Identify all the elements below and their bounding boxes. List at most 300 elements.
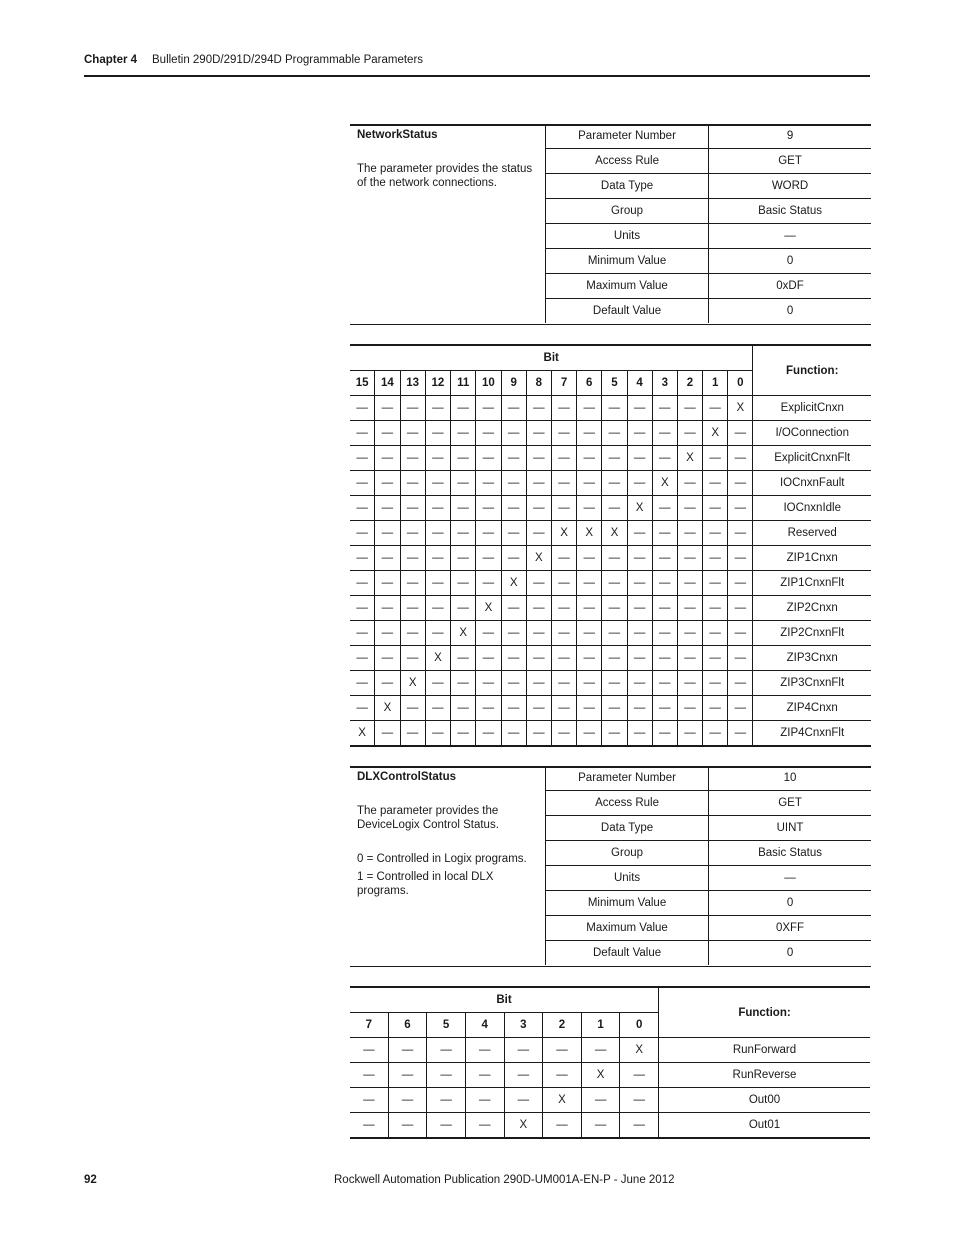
bit-cell: — xyxy=(476,721,501,747)
bit-cell: — xyxy=(677,521,702,546)
property-value: 0 xyxy=(709,941,871,966)
property-value: 0 xyxy=(709,249,871,274)
bit-number-header: 11 xyxy=(451,371,476,396)
bit-cell: — xyxy=(728,546,753,571)
bit-cell: — xyxy=(526,671,551,696)
property-value: 9 xyxy=(709,124,871,149)
bit-cell: — xyxy=(476,546,501,571)
description-text xyxy=(357,162,542,190)
bit-cell: — xyxy=(577,596,602,621)
property-row xyxy=(546,174,872,199)
bit-cell: — xyxy=(602,671,627,696)
bit-number-header: 3 xyxy=(652,371,677,396)
bit-cell: X xyxy=(627,496,652,521)
bit-cell: — xyxy=(652,646,677,671)
bit-cell: — xyxy=(425,471,450,496)
bit-cell: — xyxy=(451,546,476,571)
bit-cell: — xyxy=(476,521,501,546)
bit-cell: — xyxy=(577,671,602,696)
bit-cell: — xyxy=(451,696,476,721)
networkstatus-bit-table xyxy=(350,344,871,747)
dlxcontrolstatus-parameter xyxy=(350,766,871,967)
bit-header-row xyxy=(350,345,871,371)
bit-cell: — xyxy=(427,1113,466,1139)
bit-cell: — xyxy=(627,571,652,596)
bit-cell: X xyxy=(581,1063,620,1088)
bit-cell: — xyxy=(501,721,526,747)
bit-cell: — xyxy=(400,571,425,596)
property-value: GET xyxy=(709,791,871,816)
property-label: Data Type xyxy=(546,174,709,199)
page-number: 92 xyxy=(84,1174,97,1186)
property-row xyxy=(546,149,872,174)
bit-cell: — xyxy=(581,1088,620,1113)
bit-cell: — xyxy=(577,621,602,646)
bit-cell: — xyxy=(526,396,551,421)
property-row xyxy=(546,199,872,224)
bit-cell: — xyxy=(451,646,476,671)
bit-cell: — xyxy=(543,1063,582,1088)
bit-cell: — xyxy=(451,396,476,421)
bit-cell: — xyxy=(703,396,728,421)
bit-cell: — xyxy=(728,446,753,471)
function-name: IOCnxnIdle xyxy=(753,496,871,521)
function-name: RunForward xyxy=(659,1038,871,1063)
bit-cell: — xyxy=(427,1038,466,1063)
bit-cell: — xyxy=(620,1088,659,1113)
bit-cell: — xyxy=(577,396,602,421)
property-value: 0 xyxy=(709,299,871,324)
bit-cell: — xyxy=(526,596,551,621)
bit-cell: X xyxy=(703,421,728,446)
bit-cell: — xyxy=(350,521,375,546)
bit-cell: — xyxy=(703,621,728,646)
bit-number-header: 0 xyxy=(728,371,753,396)
property-value: Basic Status xyxy=(709,199,871,224)
function-name: RunReverse xyxy=(659,1063,871,1088)
bit-cell: — xyxy=(400,521,425,546)
page-header xyxy=(84,52,870,78)
bit-cell: — xyxy=(526,696,551,721)
description-text xyxy=(357,804,542,898)
bit-number-header: 4 xyxy=(465,1013,504,1038)
property-table xyxy=(545,766,871,965)
property-row xyxy=(546,299,872,324)
bit-row xyxy=(350,621,871,646)
bit-cell: X xyxy=(425,646,450,671)
bit-cell: — xyxy=(476,646,501,671)
bit-cell: — xyxy=(677,571,702,596)
bit-cell: X xyxy=(602,521,627,546)
property-label: Default Value xyxy=(546,941,709,966)
bit-row xyxy=(350,571,871,596)
bit-cell: — xyxy=(627,721,652,747)
bit-cell: — xyxy=(476,471,501,496)
bit-cell: — xyxy=(425,721,450,747)
bit-cell: — xyxy=(703,646,728,671)
bit-cell: — xyxy=(652,596,677,621)
bit-cell: — xyxy=(677,646,702,671)
function-name: ExplicitCnxn xyxy=(753,396,871,421)
networkstatus-parameter xyxy=(350,124,871,325)
bit-cell: — xyxy=(652,396,677,421)
bit-cell: — xyxy=(627,421,652,446)
bit-number-header: 10 xyxy=(476,371,501,396)
bit-cell: — xyxy=(476,446,501,471)
bit-number-header: 8 xyxy=(526,371,551,396)
bit-cell: — xyxy=(400,496,425,521)
bit-cell: X xyxy=(652,471,677,496)
bit-cell: — xyxy=(627,646,652,671)
property-value: — xyxy=(709,224,871,249)
bit-cell: — xyxy=(375,621,400,646)
block-bottom-rule xyxy=(350,966,871,967)
bit-row xyxy=(350,421,871,446)
bit-cell: — xyxy=(551,546,576,571)
bit-cell: — xyxy=(400,696,425,721)
property-label: Parameter Number xyxy=(546,766,709,791)
bit-cell: — xyxy=(652,721,677,747)
bit-cell: — xyxy=(551,496,576,521)
bit-number-header: 14 xyxy=(375,371,400,396)
bit-cell: — xyxy=(577,696,602,721)
bit-cell: — xyxy=(627,696,652,721)
bit-cell: — xyxy=(620,1113,659,1139)
bit-cell: — xyxy=(602,571,627,596)
function-name: Reserved xyxy=(753,521,871,546)
bit-cell: — xyxy=(677,696,702,721)
bit-cell: X xyxy=(728,396,753,421)
bit-cell: X xyxy=(543,1088,582,1113)
bit-cell: — xyxy=(425,696,450,721)
bit-cell: — xyxy=(465,1038,504,1063)
function-header: Function: xyxy=(753,345,871,396)
bit-cell: — xyxy=(400,421,425,446)
property-label: Access Rule xyxy=(546,791,709,816)
bit-cell: — xyxy=(425,596,450,621)
bit-cell: — xyxy=(551,721,576,747)
property-table xyxy=(545,124,871,323)
bit-cell: — xyxy=(388,1088,427,1113)
bit-cell: — xyxy=(652,671,677,696)
bit-cell: — xyxy=(375,521,400,546)
bit-cell: — xyxy=(652,421,677,446)
function-name: ZIP3Cnxn xyxy=(753,646,871,671)
property-label: Minimum Value xyxy=(546,891,709,916)
parameter-description xyxy=(357,128,542,194)
property-row xyxy=(546,791,872,816)
bit-cell: X xyxy=(501,571,526,596)
bit-cell: — xyxy=(425,621,450,646)
function-name: ZIP2Cnxn xyxy=(753,596,871,621)
bit-number-header: 0 xyxy=(620,1013,659,1038)
bit-cell: — xyxy=(526,571,551,596)
bit-row xyxy=(350,446,871,471)
bit-cell: — xyxy=(451,596,476,621)
bit-cell: — xyxy=(703,546,728,571)
bit-cell: — xyxy=(577,721,602,747)
property-label: Data Type xyxy=(546,816,709,841)
bit-cell: — xyxy=(425,396,450,421)
bit-cell: — xyxy=(501,496,526,521)
bit-cell: — xyxy=(350,421,375,446)
bit-table-body xyxy=(350,396,871,747)
header-rule xyxy=(84,75,870,77)
bit-cell: — xyxy=(703,696,728,721)
bit-cell: — xyxy=(551,646,576,671)
bit-cell: — xyxy=(501,446,526,471)
bit-cell: — xyxy=(602,496,627,521)
bit-cell: — xyxy=(703,471,728,496)
bit-cell: — xyxy=(375,471,400,496)
bit-cell: — xyxy=(501,621,526,646)
bit-cell: — xyxy=(703,671,728,696)
bit-row xyxy=(350,1088,870,1113)
property-value: WORD xyxy=(709,174,871,199)
bit-cell: — xyxy=(375,446,400,471)
description-paragraph: 1 = Controlled in local DLX programs. xyxy=(357,871,494,897)
bit-row xyxy=(350,721,871,747)
bit-cell: — xyxy=(501,546,526,571)
bit-cell: X xyxy=(451,621,476,646)
bit-cell: — xyxy=(627,621,652,646)
bit-cell: — xyxy=(476,671,501,696)
bit-row xyxy=(350,471,871,496)
bit-cell: — xyxy=(543,1113,582,1139)
bit-cell: — xyxy=(425,496,450,521)
property-label: Default Value xyxy=(546,299,709,324)
function-name: Out00 xyxy=(659,1088,871,1113)
bit-cell: — xyxy=(350,471,375,496)
bit-cell: — xyxy=(451,521,476,546)
parameter-name: NetworkStatus xyxy=(357,129,438,141)
bit-cell: — xyxy=(652,521,677,546)
bit-cell: — xyxy=(425,421,450,446)
bit-cell: — xyxy=(501,471,526,496)
bit-cell: — xyxy=(476,396,501,421)
bit-cell: — xyxy=(526,471,551,496)
bit-cell: — xyxy=(652,546,677,571)
property-value: UINT xyxy=(709,816,871,841)
bit-row xyxy=(350,646,871,671)
bit-cell: — xyxy=(350,1038,388,1063)
bit-cell: — xyxy=(504,1063,543,1088)
bit-cell: — xyxy=(677,471,702,496)
bit-cell: — xyxy=(551,696,576,721)
property-label: Group xyxy=(546,199,709,224)
bit-number-header: 2 xyxy=(543,1013,582,1038)
description-paragraph: 0 = Controlled in Logix programs. xyxy=(357,853,527,865)
bit-number-header: 5 xyxy=(427,1013,466,1038)
property-row xyxy=(546,866,872,891)
bit-cell: — xyxy=(400,621,425,646)
bit-cell: — xyxy=(501,671,526,696)
bit-cell: — xyxy=(577,471,602,496)
function-name: ZIP3CnxnFlt xyxy=(753,671,871,696)
bit-cell: — xyxy=(350,621,375,646)
bit-cell: — xyxy=(350,1088,388,1113)
bit-cell: — xyxy=(551,396,576,421)
bit-cell: — xyxy=(728,571,753,596)
bit-cell: — xyxy=(551,596,576,621)
bit-cell: — xyxy=(375,571,400,596)
bit-table-head xyxy=(350,345,871,396)
bit-cell: — xyxy=(425,521,450,546)
bit-cell: — xyxy=(501,421,526,446)
bit-cell: X xyxy=(551,521,576,546)
bit-cell: — xyxy=(465,1113,504,1139)
bit-cell: — xyxy=(375,596,400,621)
bit-cell: X xyxy=(620,1038,659,1063)
bit-cell: — xyxy=(388,1113,427,1139)
bit-row xyxy=(350,546,871,571)
bit-cell: — xyxy=(526,521,551,546)
bit-cell: — xyxy=(526,621,551,646)
bit-row xyxy=(350,1038,870,1063)
bit-row xyxy=(350,1063,870,1088)
bit-cell: — xyxy=(465,1063,504,1088)
bit-cell: — xyxy=(703,496,728,521)
bit-cell: — xyxy=(577,421,602,446)
bit-cell: — xyxy=(602,471,627,496)
bit-cell: — xyxy=(627,596,652,621)
bit-group-header: Bit xyxy=(350,345,753,371)
bit-cell: — xyxy=(400,471,425,496)
bit-cell: X xyxy=(526,546,551,571)
bit-cell: — xyxy=(350,396,375,421)
bit-cell: — xyxy=(427,1088,466,1113)
bit-cell: — xyxy=(350,546,375,571)
bit-cell: — xyxy=(451,471,476,496)
bit-cell: — xyxy=(577,496,602,521)
bit-cell: — xyxy=(451,421,476,446)
bit-number-header: 9 xyxy=(501,371,526,396)
bit-cell: — xyxy=(728,646,753,671)
property-label: Maximum Value xyxy=(546,274,709,299)
bit-cell: — xyxy=(551,421,576,446)
parameter-description xyxy=(357,770,542,902)
bit-number-header: 4 xyxy=(627,371,652,396)
function-name: I/OConnection xyxy=(753,421,871,446)
bit-number-header: 3 xyxy=(504,1013,543,1038)
bit-cell: — xyxy=(602,446,627,471)
property-value: 10 xyxy=(709,766,871,791)
bit-cell: — xyxy=(388,1038,427,1063)
bit-cell: — xyxy=(350,696,375,721)
bit-cell: — xyxy=(451,571,476,596)
bit-row xyxy=(350,596,871,621)
bit-number-header: 1 xyxy=(703,371,728,396)
bit-cell: — xyxy=(375,546,400,571)
bit-cell: — xyxy=(627,671,652,696)
bit-number-header: 7 xyxy=(551,371,576,396)
bit-cell: — xyxy=(375,421,400,446)
bit-cell: — xyxy=(728,496,753,521)
property-row xyxy=(546,124,872,149)
bit-row xyxy=(350,671,871,696)
bit-cell: — xyxy=(400,396,425,421)
property-value: 0xDF xyxy=(709,274,871,299)
bit-cell: — xyxy=(627,396,652,421)
bit-row xyxy=(350,696,871,721)
block-bottom-rule xyxy=(350,324,871,325)
chapter-label: Chapter 4 xyxy=(84,54,138,66)
dlxcontrolstatus-bit-table xyxy=(350,986,870,1139)
bit-cell: — xyxy=(501,646,526,671)
bit-cell: — xyxy=(504,1088,543,1113)
bit-cell: — xyxy=(652,571,677,596)
bit-cell: — xyxy=(728,521,753,546)
bit-cell: — xyxy=(501,596,526,621)
bit-cell: — xyxy=(451,721,476,747)
bit-cell: — xyxy=(577,646,602,671)
bit-cell: — xyxy=(602,646,627,671)
bit-cell: — xyxy=(350,1063,388,1088)
bit-cell: X xyxy=(375,696,400,721)
bit-cell: — xyxy=(504,1038,543,1063)
bit-cell: — xyxy=(526,421,551,446)
property-value: GET xyxy=(709,149,871,174)
bit-cell: — xyxy=(602,596,627,621)
property-row xyxy=(546,274,872,299)
function-name: IOCnxnFault xyxy=(753,471,871,496)
bit-cell: — xyxy=(375,396,400,421)
bit-cell: — xyxy=(501,396,526,421)
bit-cell: — xyxy=(551,621,576,646)
bit-cell: — xyxy=(400,596,425,621)
bit-cell: — xyxy=(551,446,576,471)
bit-cell: — xyxy=(425,571,450,596)
property-value: Basic Status xyxy=(709,841,871,866)
bit-cell: — xyxy=(627,521,652,546)
bit-number-header: 6 xyxy=(388,1013,427,1038)
bit-cell: X xyxy=(350,721,375,747)
bit-cell: — xyxy=(543,1038,582,1063)
bit-cell: — xyxy=(350,671,375,696)
bit-cell: — xyxy=(728,671,753,696)
property-row xyxy=(546,941,872,966)
bit-number-header: 15 xyxy=(350,371,375,396)
bit-cell: — xyxy=(677,421,702,446)
bit-cell: X xyxy=(677,446,702,471)
bit-cell: — xyxy=(476,696,501,721)
bit-cell: — xyxy=(375,646,400,671)
bit-row xyxy=(350,396,871,421)
bit-cell: — xyxy=(375,496,400,521)
bit-number-header: 13 xyxy=(400,371,425,396)
bit-cell: — xyxy=(703,521,728,546)
bit-cell: — xyxy=(602,621,627,646)
function-name: ZIP1CnxnFlt xyxy=(753,571,871,596)
bit-cell: — xyxy=(400,721,425,747)
property-row xyxy=(546,891,872,916)
bit-cell: — xyxy=(677,721,702,747)
bit-row xyxy=(350,521,871,546)
bit-cell: — xyxy=(703,596,728,621)
bit-cell: — xyxy=(728,621,753,646)
function-name: ZIP1Cnxn xyxy=(753,546,871,571)
property-value: 0XFF xyxy=(709,916,871,941)
bit-number-header: 5 xyxy=(602,371,627,396)
description-paragraph: The parameter provides the status of the network connections. xyxy=(357,163,533,189)
bit-cell: — xyxy=(350,646,375,671)
property-row xyxy=(546,916,872,941)
bit-cell: — xyxy=(728,721,753,747)
bit-cell: — xyxy=(728,471,753,496)
property-value: — xyxy=(709,866,871,891)
bit-row xyxy=(350,496,871,521)
bit-header-row xyxy=(350,987,870,1013)
